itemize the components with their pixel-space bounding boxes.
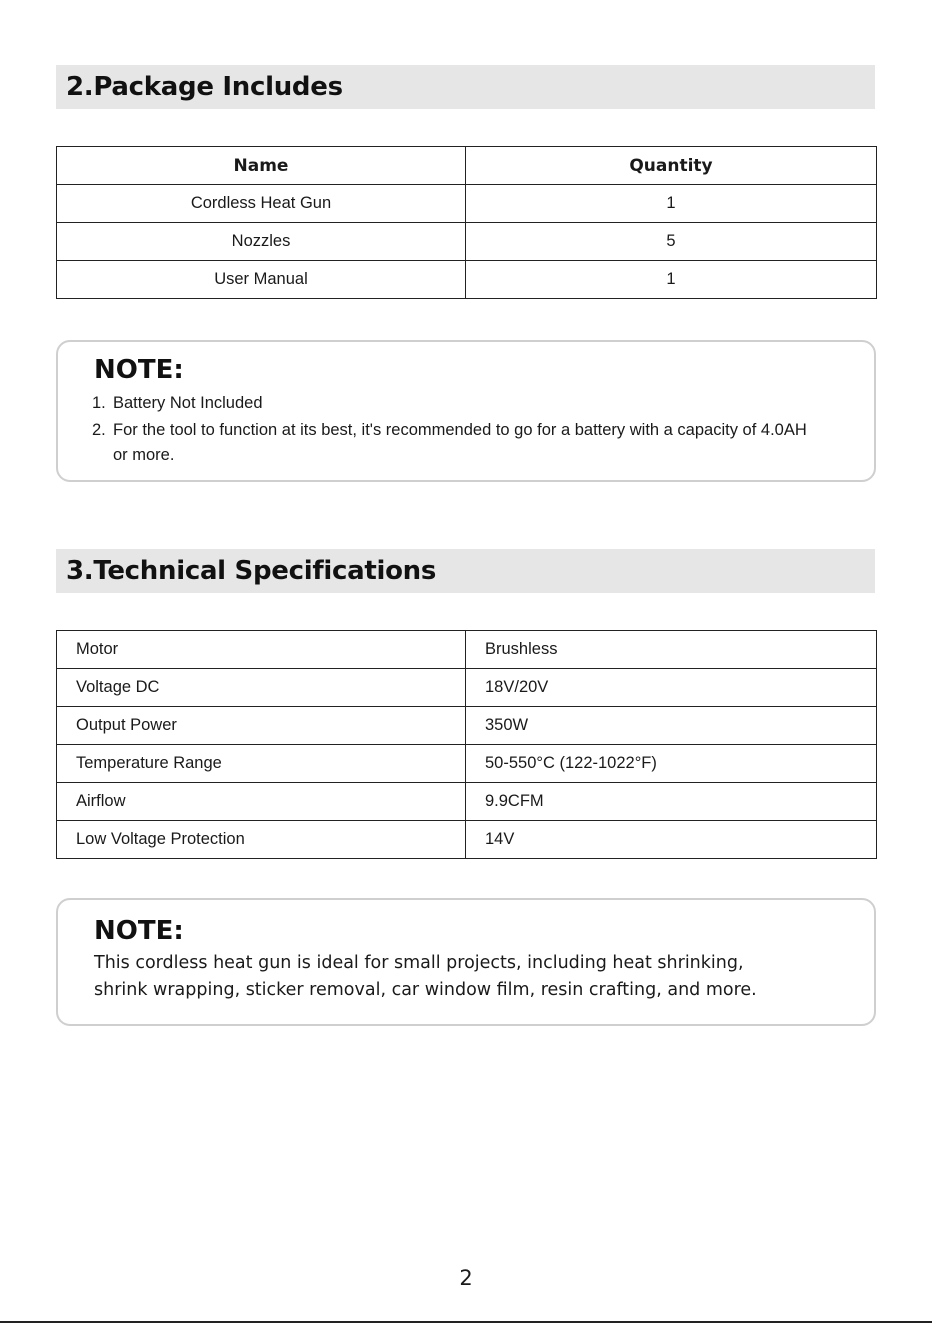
spec-label: Output Power xyxy=(57,707,466,745)
package-section-header xyxy=(56,65,875,109)
spec-label: Temperature Range xyxy=(57,745,466,783)
spec-value: 350W xyxy=(466,707,877,745)
note-box-battery xyxy=(56,340,876,482)
list-item-number: 1. xyxy=(92,394,106,412)
list-item xyxy=(94,418,814,468)
note-box-usage xyxy=(56,898,876,1026)
table-row xyxy=(57,783,877,821)
spec-value: 9.9CFM xyxy=(466,783,877,821)
spec-value: 14V xyxy=(466,821,877,859)
item-quantity: 1 xyxy=(466,185,877,223)
table-row xyxy=(57,745,877,783)
table-row xyxy=(57,185,877,223)
spec-value: Brushless xyxy=(466,631,877,669)
spec-label: Low Voltage Protection xyxy=(57,821,466,859)
table-header-row xyxy=(57,147,877,185)
column-header-name: Name xyxy=(57,147,466,185)
item-name: Cordless Heat Gun xyxy=(57,185,466,223)
note-text: This cordless heat gun is ideal for small projects, including heat shrinking, shrink wrapping, sticker removal, car window film, resin crafting, and more. xyxy=(94,953,757,1000)
table-row xyxy=(57,261,877,299)
item-name: Nozzles xyxy=(57,223,466,261)
list-item-text: For the tool to function at its best, it's recommended to go for a battery with a capacity of 4.0AH or more. xyxy=(113,421,807,464)
package-table xyxy=(56,146,877,299)
list-item-text: Battery Not Included xyxy=(113,394,263,412)
table-row xyxy=(57,631,877,669)
note-title: NOTE: xyxy=(94,916,184,946)
spec-value: 50-550°C (122-1022°F) xyxy=(466,745,877,783)
page-number: 2 xyxy=(459,1266,473,1290)
specs-table xyxy=(56,630,877,859)
list-item-number: 2. xyxy=(92,421,106,439)
note-title: NOTE: xyxy=(94,355,184,385)
table-row xyxy=(57,821,877,859)
item-quantity: 5 xyxy=(466,223,877,261)
item-name: User Manual xyxy=(57,261,466,299)
spec-value: 18V/20V xyxy=(466,669,877,707)
table-row xyxy=(57,707,877,745)
specs-section-header xyxy=(56,549,875,593)
spec-label: Motor xyxy=(57,631,466,669)
note-list xyxy=(94,391,814,468)
spec-label: Airflow xyxy=(57,783,466,821)
list-item xyxy=(94,391,814,416)
specs-section-title: 3.Technical Specifications xyxy=(66,556,437,586)
column-header-quantity: Quantity xyxy=(466,147,877,185)
table-row xyxy=(57,669,877,707)
spec-label: Voltage DC xyxy=(57,669,466,707)
item-quantity: 1 xyxy=(466,261,877,299)
table-row xyxy=(57,223,877,261)
package-section-title: 2.Package Includes xyxy=(66,72,343,102)
